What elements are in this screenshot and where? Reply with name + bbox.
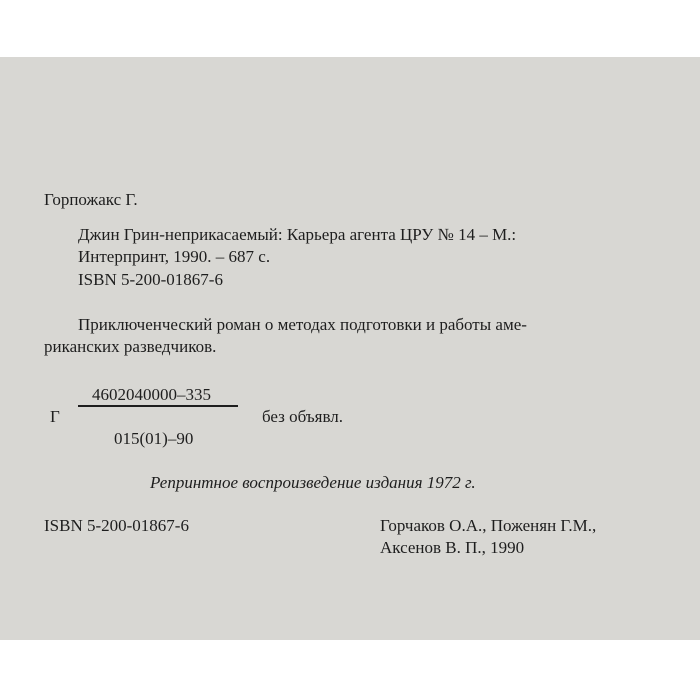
copyright-line-2: Аксенов В. П., 1990 bbox=[380, 538, 525, 557]
isbn-bottom: ISBN 5-200-01867-6 bbox=[44, 516, 189, 535]
book-title-line-2: Интерпринт, 1990. – 687 с. bbox=[78, 247, 271, 266]
book-title-line-1: Джин Грин-неприкасаемый: Карьера агента ЦРУ № 14 – М.: bbox=[78, 225, 517, 244]
index-denominator: 015(01)–90 bbox=[114, 429, 194, 448]
copyright-line-1: Горчаков О.А., Поженян Г.М., bbox=[380, 516, 597, 535]
catalog-card-page bbox=[0, 57, 700, 640]
index-letter: Г bbox=[50, 407, 60, 426]
reprint-note: Репринтное воспроизведение издания 1972 г. bbox=[150, 473, 476, 492]
author-name: Горпожакс Г. bbox=[44, 190, 138, 209]
index-numerator: 4602040000–335 bbox=[92, 385, 211, 404]
annotation-line-1: Приключенческий роман о методах подготовки и работы аме- bbox=[78, 315, 527, 334]
fraction-bar bbox=[78, 405, 238, 407]
isbn-top: ISBN 5-200-01867-6 bbox=[78, 270, 223, 289]
index-note: без объявл. bbox=[262, 407, 344, 426]
annotation-line-2: риканских разведчиков. bbox=[44, 337, 217, 356]
